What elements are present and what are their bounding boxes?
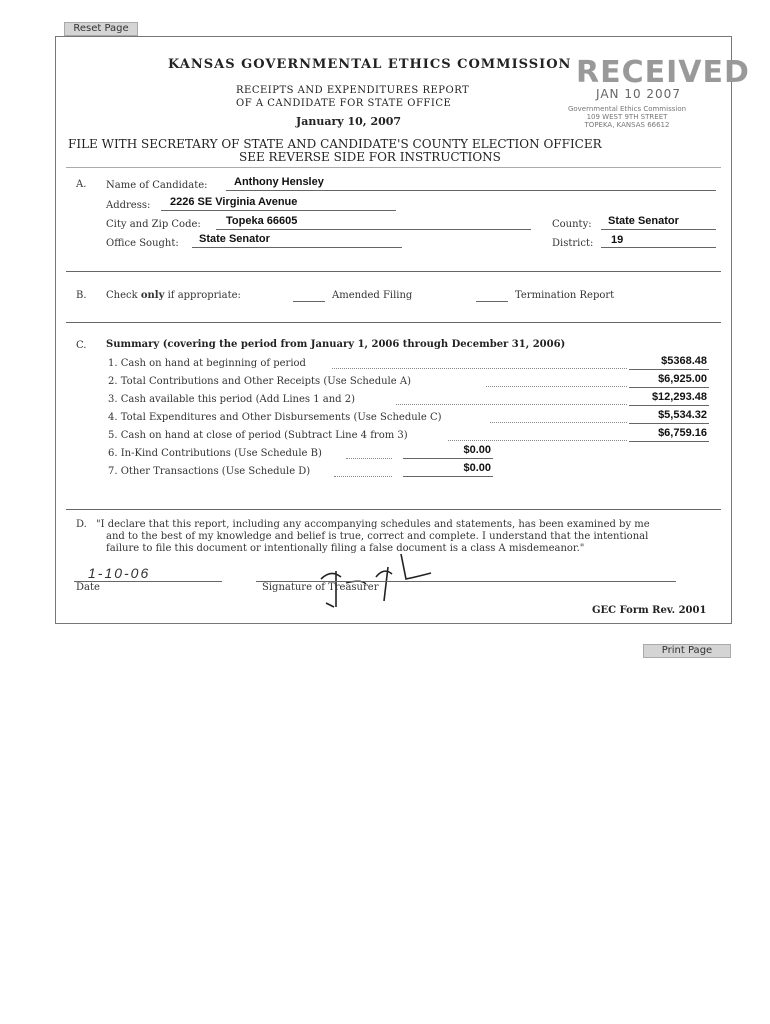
summary-amount-7[interactable]: $0.00: [463, 462, 491, 474]
county-label: County:: [552, 219, 592, 230]
report-title-line1: RECEIPTS AND EXPENDITURES REPORT: [236, 85, 470, 96]
summary-heading: Summary (covering the period from January 1, 2006 through December 31, 2006): [106, 339, 566, 350]
print-page-button[interactable]: Print Page: [643, 644, 731, 658]
handwritten-date[interactable]: 1-10-06: [88, 565, 151, 581]
report-title-line2: OF A CANDIDATE FOR STATE OFFICE: [236, 98, 452, 109]
stamp-line1: Governmental Ethics Commission: [567, 105, 687, 113]
declaration-line2: and to the best of my knowledge and belief is true, correct and complete. I understand that the intentional: [106, 531, 649, 542]
summary-line-6: 6. In-Kind Contributions (Use Schedule B): [108, 448, 322, 459]
summary-amount-1[interactable]: $5368.48: [661, 355, 707, 367]
address-label: Address:: [106, 200, 151, 211]
file-with-instruction: FILE WITH SECRETARY OF STATE AND CANDIDATE'S COUNTY ELECTION OFFICER: [68, 137, 602, 151]
section-d-letter: D.: [76, 519, 87, 530]
summary-line-7: 7. Other Transactions (Use Schedule D): [108, 466, 311, 477]
signature-label: Signature of Treasurer: [262, 582, 379, 593]
city-zip-field[interactable]: Topeka 66605: [226, 215, 298, 227]
amended-filing-checkbox[interactable]: [293, 289, 325, 301]
form-revision: GEC Form Rev. 2001: [592, 605, 707, 616]
declaration-line3: failure to file this document or intentionally filing a false document is a class A misdemeanor.": [106, 543, 585, 554]
district-field[interactable]: 19: [611, 234, 624, 246]
summary-amount-2[interactable]: $6,925.00: [658, 373, 707, 385]
declaration-line1: "I declare that this report, including any accompanying schedules and statements, has been examined by me: [96, 519, 650, 530]
address-field[interactable]: 2226 SE Virginia Avenue: [170, 196, 298, 208]
office-sought-label: Office Sought:: [106, 238, 179, 249]
office-sought-field[interactable]: State Senator: [199, 233, 270, 245]
stamp-date: JAN 10 2007: [596, 87, 681, 101]
name-label: Name of Candidate:: [106, 180, 208, 191]
reset-page-button[interactable]: Reset Page: [64, 22, 138, 36]
amended-filing-label: Amended Filing: [332, 290, 413, 301]
summary-amount-4[interactable]: $5,534.32: [658, 409, 707, 421]
candidate-name-field[interactable]: Anthony Hensley: [234, 176, 324, 188]
district-label: District:: [552, 238, 594, 249]
summary-line-1: 1. Cash on hand at beginning of period: [108, 358, 306, 369]
report-form: [55, 36, 750, 624]
summary-amount-3[interactable]: $12,293.48: [651, 391, 707, 403]
see-reverse-instruction: SEE REVERSE SIDE FOR INSTRUCTIONS: [239, 150, 501, 164]
summary-line-3: 3. Cash available this period (Add Lines 1 and 2): [108, 394, 355, 405]
section-c-letter: C.: [76, 340, 87, 351]
summary-amount-5[interactable]: $6,759.16: [658, 427, 707, 439]
report-date: January 10, 2007: [296, 115, 402, 128]
treasurer-signature[interactable]: [306, 549, 436, 609]
summary-line-2: 2. Total Contributions and Other Receipts (Use Schedule A): [108, 376, 411, 387]
stamp-line2: 109 WEST 9TH STREET: [586, 113, 668, 121]
county-field[interactable]: State Senator: [608, 215, 679, 227]
stamp-line3: TOPEKA, KANSAS 66612: [584, 121, 670, 129]
date-label: Date: [76, 582, 100, 593]
section-b-letter: B.: [76, 290, 87, 301]
termination-report-label: Termination Report: [515, 290, 615, 301]
received-stamp: RECEIVED: [576, 55, 750, 90]
summary-line-4: 4. Total Expenditures and Other Disbursements (Use Schedule C): [108, 412, 442, 423]
summary-amount-6[interactable]: $0.00: [463, 444, 491, 456]
termination-report-checkbox[interactable]: [476, 289, 508, 301]
city-zip-label: City and Zip Code:: [106, 219, 201, 230]
summary-line-5: 5. Cash on hand at close of period (Subtract Line 4 from 3): [108, 430, 408, 441]
section-a-letter: A.: [76, 179, 87, 190]
commission-title: KANSAS GOVERNMENTAL ETHICS COMMISSION: [168, 57, 572, 72]
check-instruction: Check only if appropriate:: [106, 290, 241, 301]
